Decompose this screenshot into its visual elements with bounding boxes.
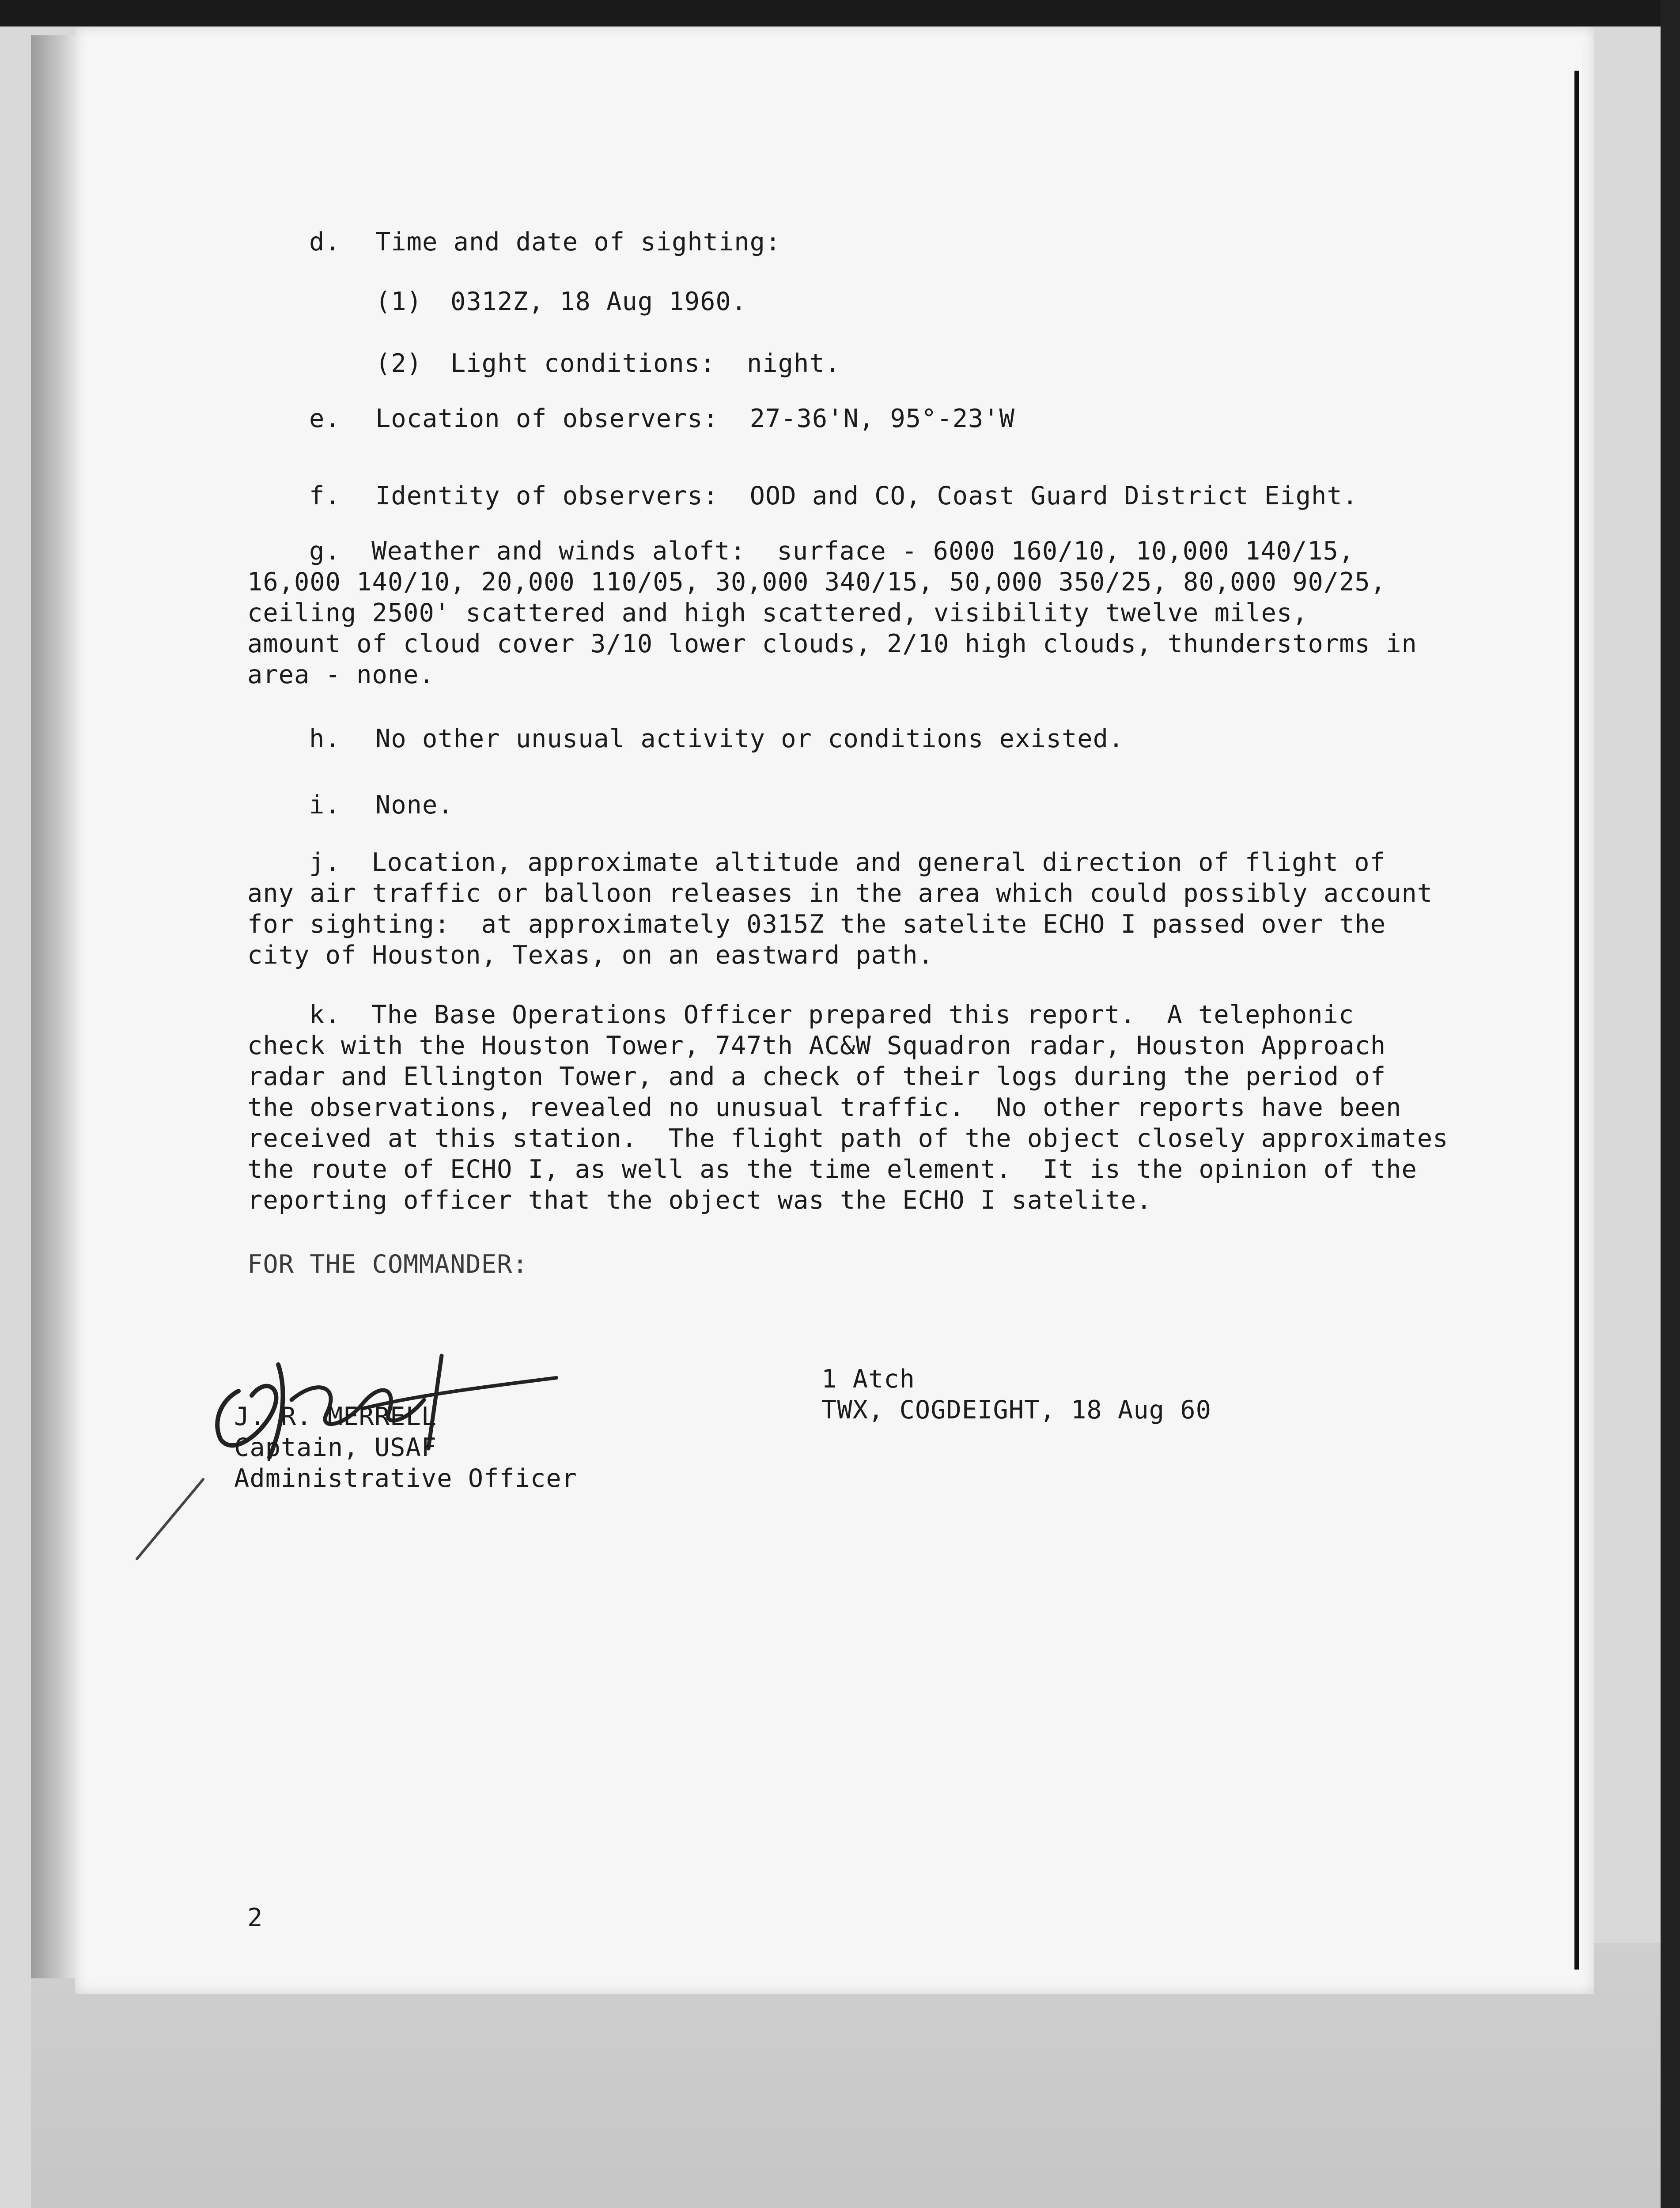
item-d2-text: Light conditions: night. <box>450 349 840 378</box>
item-k-line: radar and Ellington Tower, and a check of their logs during the period of <box>247 1062 1386 1091</box>
item-h-text: No other unusual activity or conditions existed. <box>375 724 1124 753</box>
item-d1-label: (1) <box>375 287 422 316</box>
item-i-text: None. <box>375 790 454 820</box>
item-k-line: received at this station. The flight path of the object closely approximates <box>247 1124 1449 1153</box>
item-d1-text: 0312Z, 18 Aug 1960. <box>450 287 747 316</box>
item-g-line: g. Weather and winds aloft: surface - 6000 160/10, 10,000 140/15, <box>309 537 1355 566</box>
item-g-line: area - none. <box>247 660 435 689</box>
signer-rank: Captain, USAF <box>234 1433 437 1462</box>
item-j-line: for sighting: at approximately 0315Z the satelite ECHO I passed over the <box>247 910 1386 939</box>
item-g-line: 16,000 140/10, 20,000 110/05, 30,000 340/15, 50,000 350/25, 80,000 90/25, <box>247 567 1386 597</box>
item-d-text: Time and date of sighting: <box>375 227 781 257</box>
item-g-line: amount of cloud cover 3/10 lower clouds, 2/10 high clouds, thunderstorms in <box>247 629 1417 658</box>
item-k-line: check with the Houston Tower, 747th AC&W Squadron radar, Houston Approach <box>247 1031 1386 1060</box>
item-j-line: city of Houston, Texas, on an eastward path. <box>247 941 934 970</box>
item-k-line: the route of ECHO I, as well as the time element. It is the opinion of the <box>247 1155 1417 1184</box>
item-d-label: d. <box>309 227 341 257</box>
signer-name: J. R. MERRELL <box>234 1402 437 1431</box>
page-right-rule <box>1574 71 1579 1970</box>
attachment-count: 1 Atch <box>821 1365 915 1394</box>
item-f-text: Identity of observers: OOD and CO, Coast Guard District Eight. <box>375 481 1358 510</box>
item-d2-label: (2) <box>375 349 422 378</box>
item-k-line: reporting officer that the object was the ECHO I satelite. <box>247 1186 1152 1215</box>
item-k-line: k. The Base Operations Officer prepared this report. A telephonic <box>309 1000 1355 1029</box>
closing-line: FOR THE COMMANDER: <box>247 1250 528 1279</box>
item-h-label: h. <box>309 724 341 753</box>
item-k-line: the observations, revealed no unusual traffic. No other reports have been <box>247 1093 1402 1122</box>
page-number: 2 <box>247 1903 263 1932</box>
item-i-label: i. <box>309 790 341 820</box>
attachment-reference: TWX, COGDEIGHT, 18 Aug 60 <box>821 1395 1211 1425</box>
item-f-label: f. <box>309 481 341 510</box>
item-e-text: Location of observers: 27-36'N, 95°-23'W <box>375 404 1015 433</box>
signer-title: Administrative Officer <box>234 1464 577 1493</box>
top-edge <box>0 0 1680 26</box>
item-j-line: any air traffic or balloon releases in the area which could possibly account <box>247 879 1433 908</box>
right-edge <box>1661 0 1680 2208</box>
item-e-label: e. <box>309 404 341 433</box>
item-g-line: ceiling 2500' scattered and high scattered, visibility twelve miles, <box>247 598 1308 628</box>
left-shadow <box>31 35 79 1978</box>
item-j-line: j. Location, approximate altitude and general direction of flight of <box>309 848 1385 877</box>
